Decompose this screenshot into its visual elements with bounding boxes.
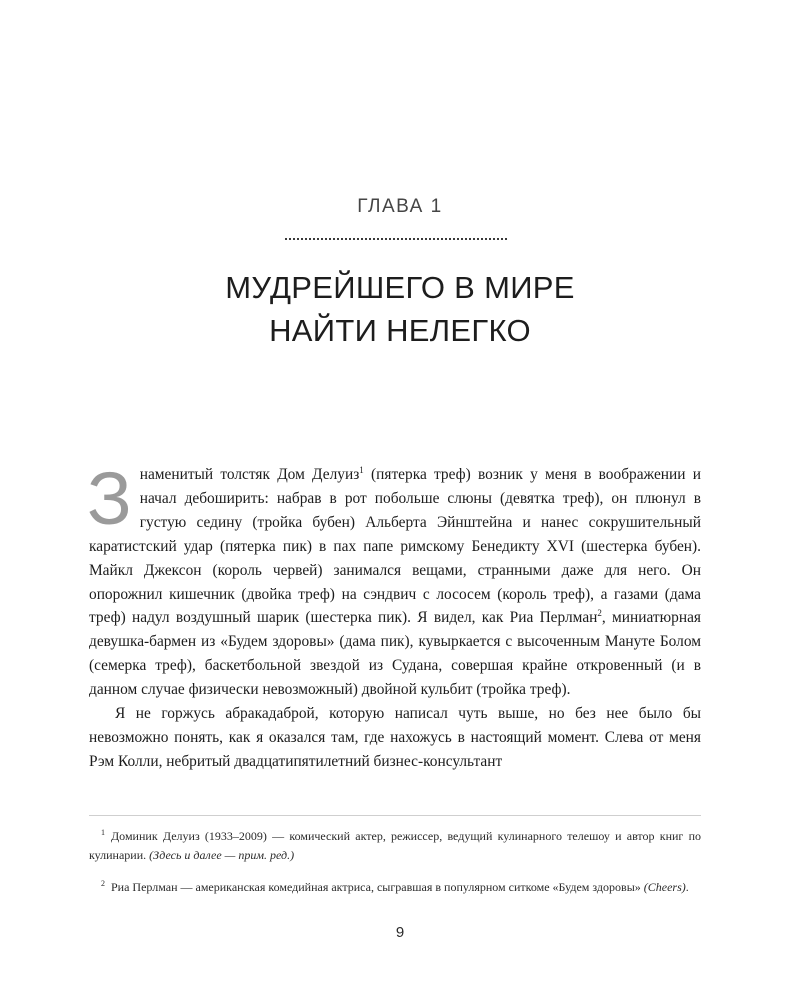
chapter-title — [0, 266, 800, 352]
footnote-1-italic: (Здесь и далее — прим. ред.) — [149, 848, 295, 862]
footnotes — [89, 823, 701, 906]
paragraph-1-part-a: наменитый толстяк Дом Делуиз — [139, 466, 360, 483]
footnote-1 — [89, 823, 701, 865]
paragraph-1-part-c: , миниатюрная девушка-бармен из «Будем здоровы» (дама пик), кувыркается с высоченным Мануте Болом (семерка треф), баскетбольной звездой из Судана, совершая крайне откровенный (и в данном случае физически невозможный) двойной кульбит (тройка треф). — [89, 609, 701, 699]
chapter-title-line-2: НАЙТИ НЕЛЕГКО — [269, 313, 531, 348]
footnote-1-text: Доминик Делуиз (1933–2009) — комический актер, режиссер, ведущий кулинарного телешоу и автор книг по кулинарии. — [89, 829, 701, 862]
page-number: 9 — [395, 924, 405, 941]
footnote-2-italic: (Cheers) — [643, 880, 686, 894]
paragraph-2: Я не горжусь абракадаброй, которую написал чуть выше, но без нее было бы невозможно понять, как я оказался там, где нахожусь в настоящий момент. Слева от меня Рэм Колли, небритый двадцатипятилетний бизнес-консультант — [89, 705, 701, 770]
chapter-label: ГЛАВА 1 — [357, 196, 443, 217]
footnote-2-tail: . — [685, 880, 689, 894]
paragraph-1-part-b: (пятерка треф) возник у меня в воображении и начал дебоширить: набрав в рот побольше слюны (девятка треф), он плюнул в густую седину (тройка бубен) Альберта Эйнштейна и нанес сокрушительный каратистский удар (пятерка пик) в пах папе римскому Бенедикту XVI (шестерка бубен). Майкл Джексон (король червей) занимался вещами, странными даже для него. Он опорожнил кишечник (двойка треф) на сэндвич с лососем (король треф), а газами (дама треф) надул воздушный шарик (шестерка пик). Я видел, как Риа Перлман — [89, 466, 701, 627]
footnote-2 — [89, 874, 701, 897]
chapter-divider — [285, 238, 507, 240]
footnote-divider — [89, 815, 701, 816]
footnote-2-text: Риа Перлман — американская комедийная актриса, сыгравшая в популярном ситкоме «Будем здоровы» — [111, 880, 644, 894]
footnote-2-mark: 2 — [101, 879, 105, 888]
footnote-ref-1[interactable]: 1 — [359, 464, 364, 475]
paragraph-1 — [87, 457, 701, 702]
footnote-ref-2[interactable]: 2 — [597, 608, 602, 619]
drop-cap: З — [87, 457, 132, 540]
body-text — [87, 457, 701, 774]
chapter-title-line-1: МУДРЕЙШЕГО В МИРЕ — [225, 270, 575, 305]
footnote-1-mark: 1 — [101, 828, 105, 837]
